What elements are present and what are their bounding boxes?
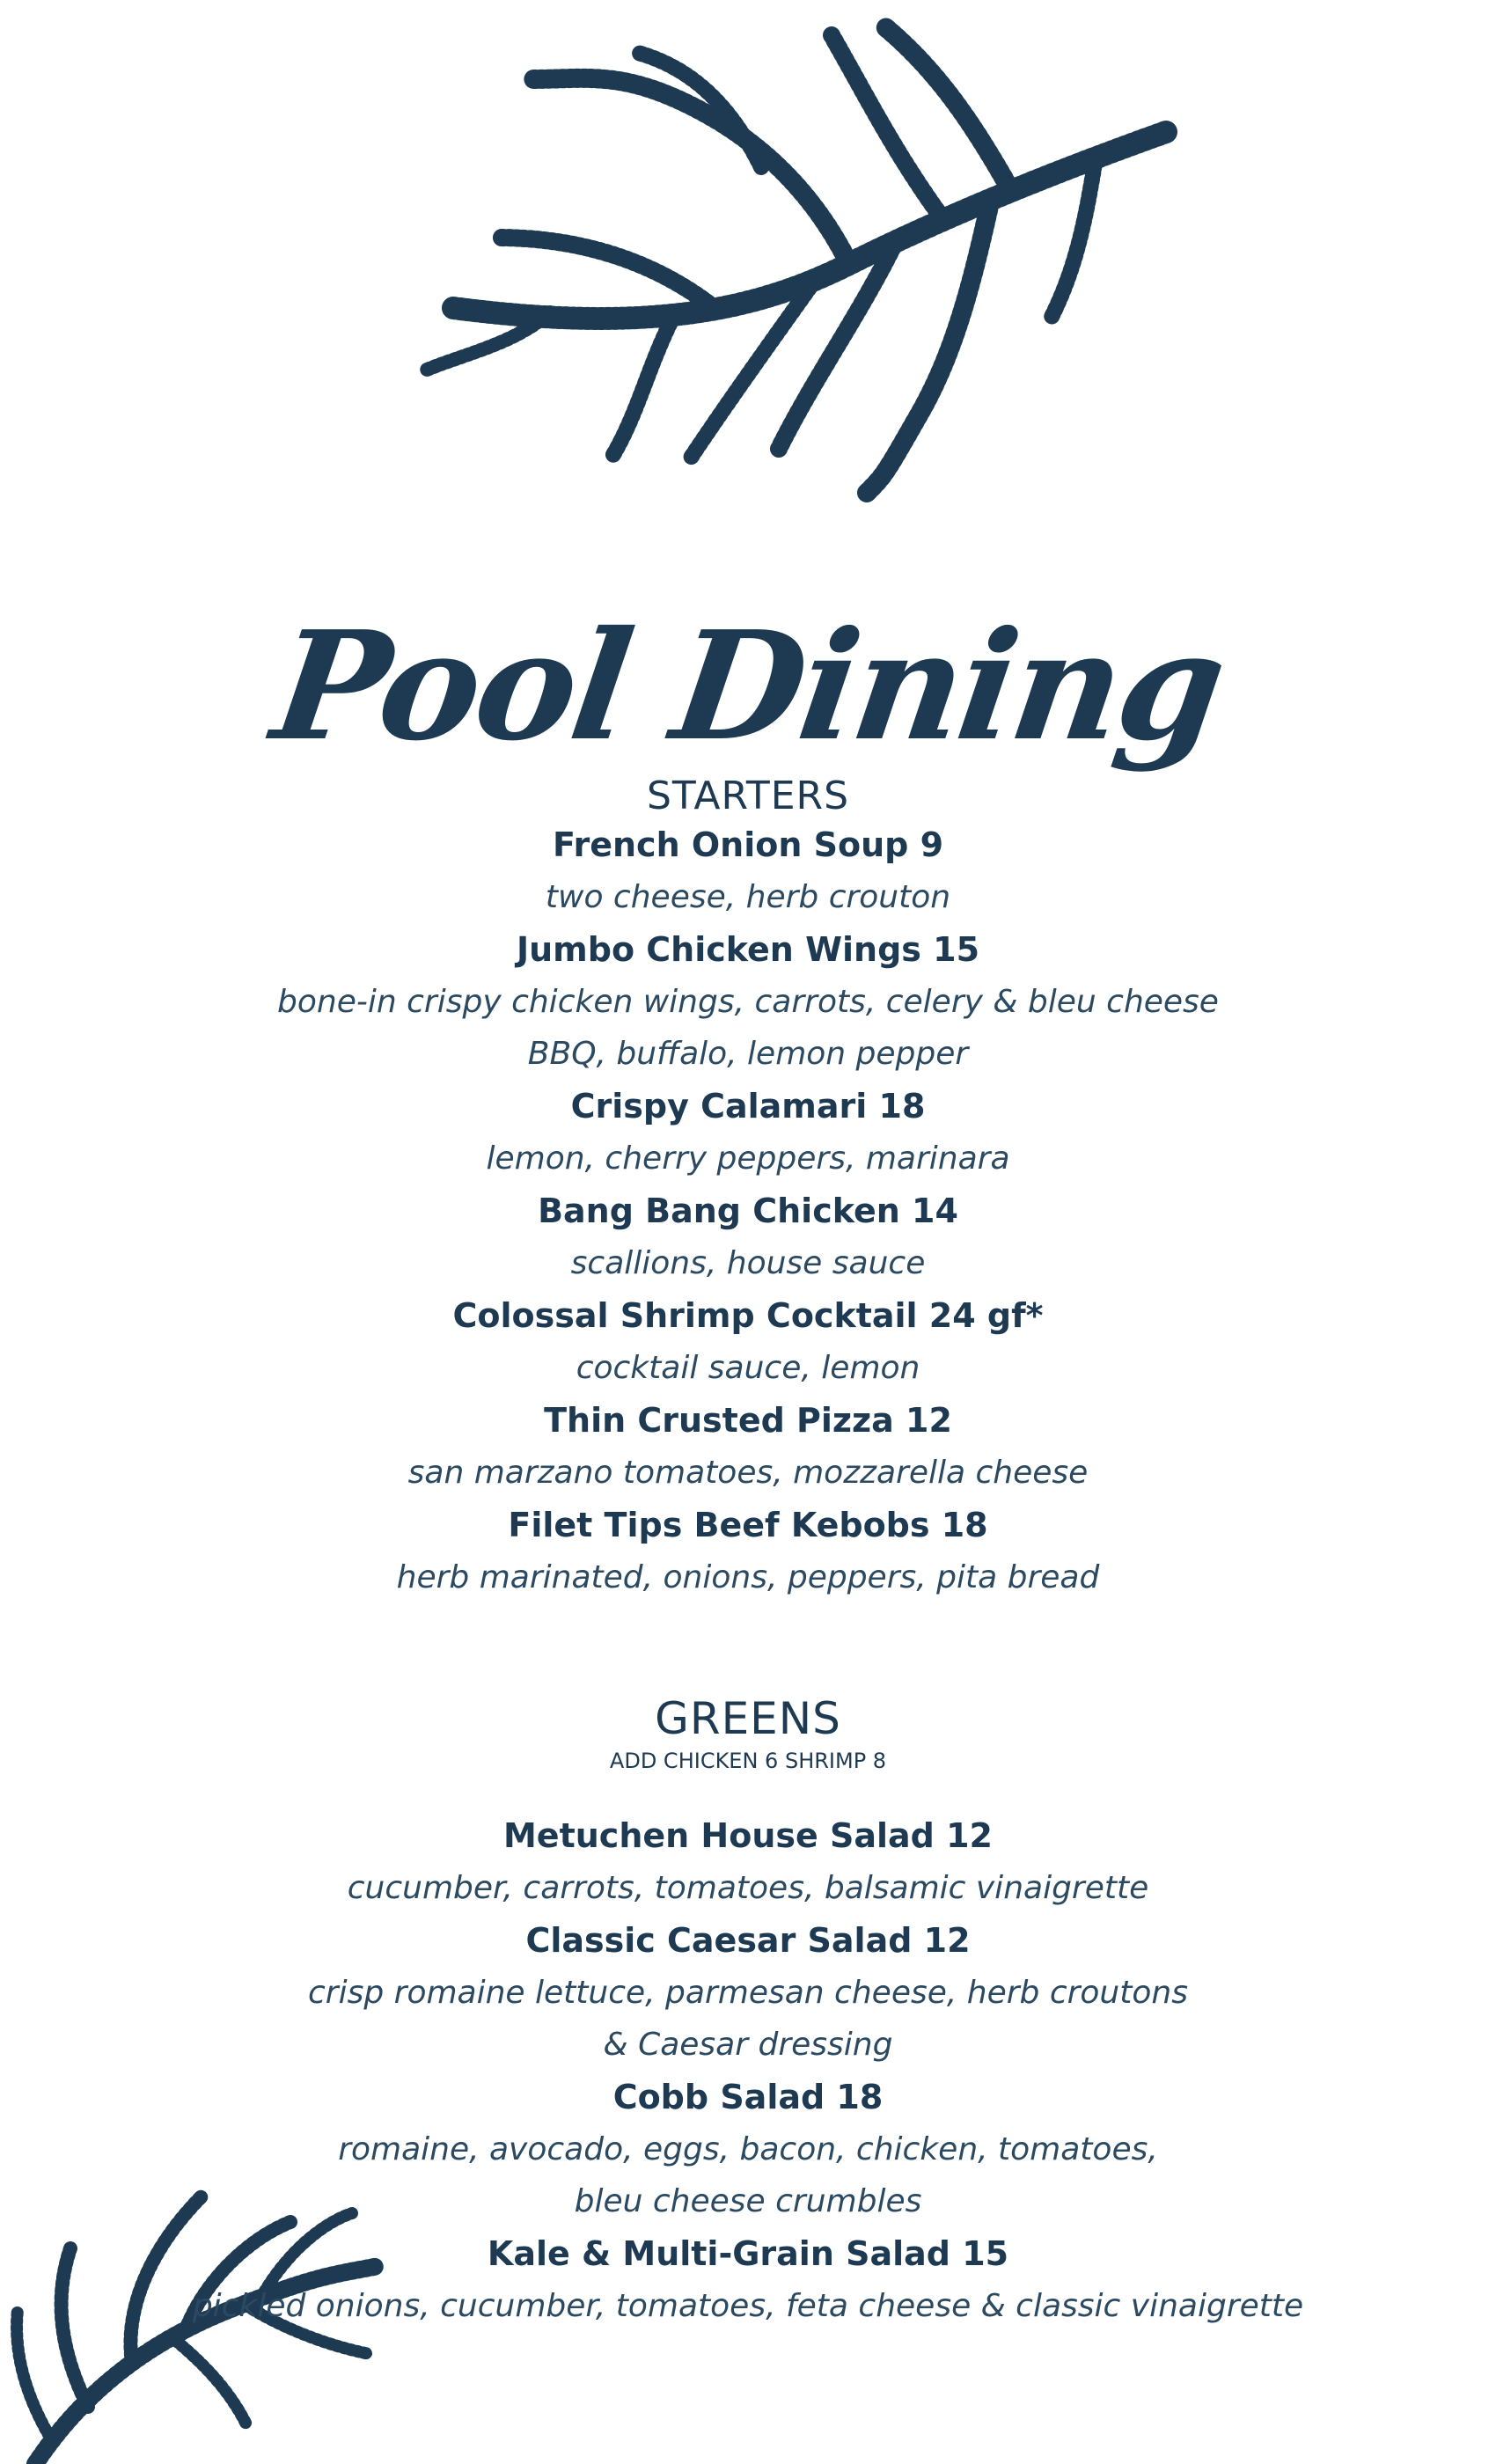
section-divider [0,1603,1496,1691]
item-description: lemon, cherry peppers, marinara [486,1140,1010,1177]
item-name: French Onion Soup 9 [552,825,944,864]
item-name: Colossal Shrimp Cocktail 24 gf* [452,1296,1044,1335]
item-name: Jumbo Chicken Wings 15 [516,930,980,969]
item-name: Cobb Salad 18 [612,2078,884,2116]
item-description: & Caesar dressing [603,2027,893,2063]
item-name: Metuchen House Salad 12 [502,1816,993,1855]
item-name: Filet Tips Beef Kebobs 18 [508,1506,988,1544]
starters-section [0,774,1496,1603]
menu-item [0,2071,1496,2227]
item-description: romaine, avocado, eggs, bacon, chicken, tomatoes, [338,2131,1158,2167]
coral-illustration-top [321,0,1184,528]
section-heading-greens: GREENS [655,1693,841,1744]
item-name: Thin Crusted Pizza 12 [544,1401,952,1440]
item-description: two cheese, herb crouton [545,879,951,915]
menu-item [0,1080,1496,1184]
item-description: san marzano tomatoes, mozzarella cheese [407,1455,1089,1491]
item-description: bone-in crispy chicken wings, carrots, celery & bleu cheese [277,984,1219,1020]
menu-item [0,1499,1496,1603]
item-name: Crispy Calamari 18 [570,1087,926,1126]
item-name: Bang Bang Chicken 14 [538,1192,958,1230]
menu-item [0,1914,1496,2071]
item-description: crisp romaine lettuce, parmesan cheese, herb croutons [308,1975,1188,2011]
menu-item [0,1289,1496,1394]
menu-item [0,818,1496,923]
item-description: pickled onions, cucumber, tomatoes, feta cheese & classic vinaigrette [192,2288,1304,2324]
menu-item [0,1394,1496,1499]
menu-item [0,1184,1496,1289]
menu-item [0,1809,1496,1914]
section-addon-note: ADD CHICKEN 6 SHRIMP 8 [609,1749,887,1773]
menu-item [0,2227,1496,2332]
menu-item [0,923,1496,1080]
item-name: Kale & Multi-Grain Salad 15 [487,2234,1009,2273]
section-heading-starters: STARTERS [646,774,850,818]
item-description: cocktail sauce, lemon [576,1350,920,1386]
item-name: Classic Caesar Salad 12 [525,1921,971,1960]
greens-section [0,1691,1496,2332]
item-description: scallions, house sauce [570,1245,926,1281]
page-title: Pool Dining [263,598,1233,774]
item-description: cucumber, carrots, tomatoes, balsamic vinaigrette [347,1870,1149,1906]
menu-content [0,598,1496,2332]
item-description: herb marinated, onions, peppers, pita bread [396,1559,1100,1595]
item-description: BBQ, buffalo, lemon pepper [527,1036,969,1072]
item-description: bleu cheese crumbles [574,2183,922,2219]
